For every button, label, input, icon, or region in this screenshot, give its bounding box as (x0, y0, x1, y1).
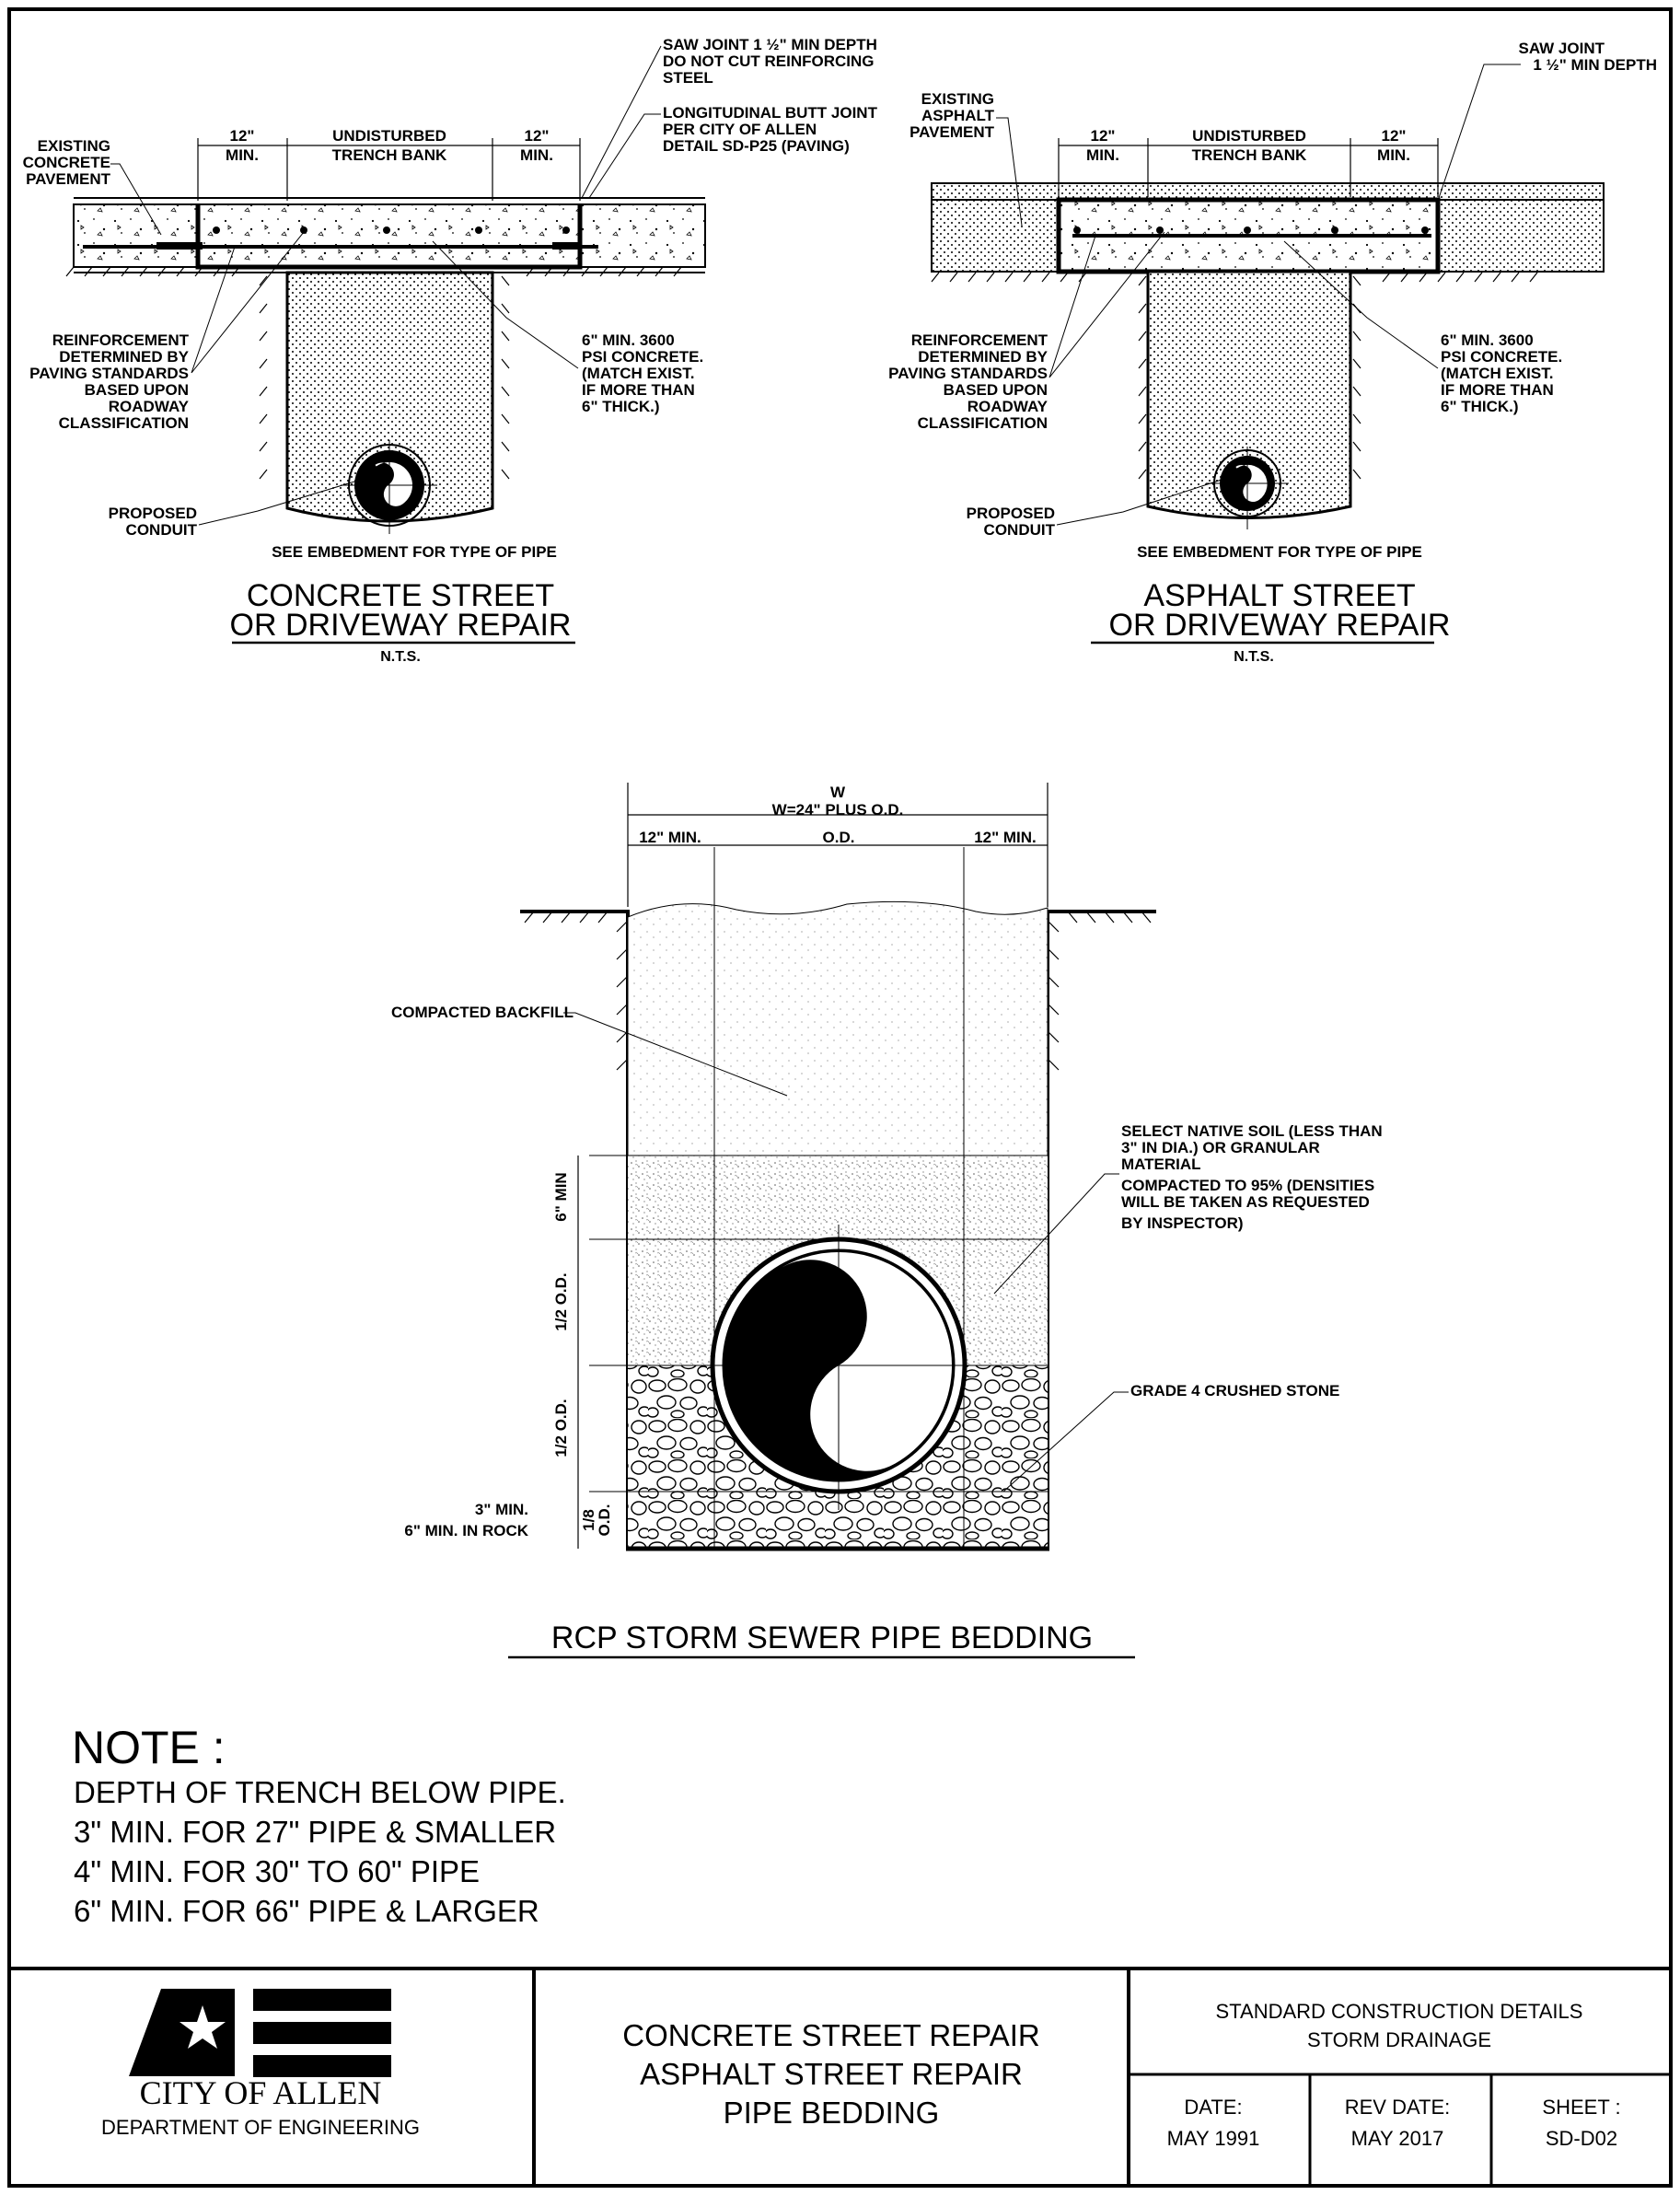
label-embedment: SEE EMBEDMENT FOR TYPE OF PIPE (1137, 543, 1422, 561)
standard-details-line: STANDARD CONSTRUCTION DETAILS (1215, 2000, 1583, 2023)
concrete-repair-detail (23, 36, 878, 665)
dim-right-12: 12" MIN. (520, 127, 553, 164)
drawing-title-line: PIPE BEDDING (723, 2096, 940, 2130)
title-block (9, 1969, 1671, 2186)
notes-heading: NOTE : (72, 1722, 226, 1773)
label-saw-joint: SAW JOINT 1 ½" MIN DEPTH (1518, 40, 1657, 74)
asphalt-title-line1: ASPHALT STREET (1143, 578, 1416, 613)
vdim-eighth-od: 1/8O.D. (580, 1504, 613, 1537)
label-compacted-backfill: COMPACTED BACKFILL (391, 1004, 574, 1021)
label-select-soil: SELECT NATIVE SOIL (LESS THAN 3" IN DIA.) OR GRANULAR MATERIAL COMPACTED TO 95% (DENSITIES WILL BE TAKEN AS REQUESTED BY INSPECTOR) (1121, 1122, 1383, 1232)
dim-w: W (829, 784, 846, 801)
pipe-bedding-detail (391, 783, 1383, 1657)
dim-right-min: 12" MIN. (974, 829, 1037, 846)
vdim-6-min: 6" MIN (552, 1172, 570, 1222)
dim-undisturbed: UNDISTURBED TRENCH BANK (1191, 127, 1307, 164)
dim-left-12: 12" MIN. (1086, 127, 1119, 164)
note-line: 6" MIN. FOR 66" PIPE & LARGER (74, 1894, 539, 1928)
label-conduit: PROPOSED CONDUIT (108, 505, 197, 539)
asphalt-title-line2: OR DRIVEWAY REPAIR (1108, 608, 1451, 643)
city-of-allen-logo (129, 1989, 391, 2077)
rev-date-value: MAY 2017 (1350, 2127, 1444, 2150)
concrete-title-line2: OR DRIVEWAY REPAIR (229, 608, 572, 643)
dim-right-12: 12" MIN. (1377, 127, 1410, 164)
date-label: DATE: (1184, 2096, 1243, 2119)
dim-undisturbed: UNDISTURBED TRENCH BANK (331, 127, 447, 164)
dim-od: O.D. (822, 829, 855, 846)
drawing-title-line: ASPHALT STREET REPAIR (640, 2057, 1023, 2091)
notes-section (72, 1722, 566, 1928)
city-name: CITY OF ALLEN (139, 2074, 382, 2111)
sheet-value: SD-D02 (1545, 2127, 1618, 2150)
concrete-scale: N.T.S. (380, 649, 421, 665)
label-existing-asphalt: EXISTING ASPHALT PAVEMENT (910, 90, 994, 141)
label-concrete-spec: 6" MIN. 3600 PSI CONCRETE. (MATCH EXIST. IF MORE THAN 6" THICK.) (1441, 331, 1563, 415)
department-name: DEPARTMENT OF ENGINEERING (101, 2116, 420, 2139)
vdim-half-od-bottom: 1/2 O.D. (552, 1399, 570, 1458)
bedding-title: RCP STORM SEWER PIPE BEDDING (550, 1620, 1094, 1655)
dim-w-formula: W=24" PLUS O.D. (771, 801, 904, 819)
concrete-pavement (74, 204, 705, 267)
label-min-depth: 3" MIN. 6" MIN. IN ROCK (404, 1501, 528, 1539)
date-value: MAY 1991 (1166, 2127, 1260, 2150)
label-crushed-stone: GRADE 4 CRUSHED STONE (1130, 1382, 1340, 1399)
standard-details-line: STORM DRAINAGE (1306, 2028, 1492, 2051)
note-line: 3" MIN. FOR 27" PIPE & SMALLER (74, 1815, 557, 1849)
note-line: DEPTH OF TRENCH BELOW PIPE. (74, 1775, 566, 1809)
label-saw-joint: SAW JOINT 1 ½" MIN DEPTH DO NOT CUT REINFORCING STEEL (663, 36, 877, 87)
label-existing-concrete: EXISTING CONCRETE PAVEMENT (22, 137, 110, 188)
vdim-half-od-top: 1/2 O.D. (552, 1272, 570, 1331)
rev-date-label: REV DATE: (1344, 2096, 1451, 2119)
note-line: 4" MIN. FOR 30" TO 60" PIPE (74, 1854, 481, 1888)
dim-left-12: 12" MIN. (226, 127, 259, 164)
asphalt-repair-detail (888, 40, 1657, 665)
label-embedment: SEE EMBEDMENT FOR TYPE OF PIPE (272, 543, 557, 561)
label-reinforcement: REINFORCEMENT DETERMINED BY PAVING STANDARDS BASED UPON ROADWAY CLASSIFICATION (29, 331, 189, 432)
dim-left-min: 12" MIN. (639, 829, 701, 846)
asphalt-surface (932, 183, 1604, 200)
label-reinforcement: REINFORCEMENT DETERMINED BY PAVING STANDARDS BASED UPON ROADWAY CLASSIFICATION (888, 331, 1048, 432)
sheet-label: SHEET : (1542, 2096, 1621, 2119)
label-concrete-spec: 6" MIN. 3600 PSI CONCRETE. (MATCH EXIST. IF MORE THAN 6" THICK.) (582, 331, 704, 415)
label-conduit: PROPOSED CONDUIT (966, 505, 1055, 539)
label-butt-joint: LONGITUDINAL BUTT JOINT PER CITY OF ALLEN DETAIL SD-P25 (PAVING) (663, 104, 877, 155)
concrete-title-line1: CONCRETE STREET (246, 578, 555, 613)
asphalt-scale: N.T.S. (1234, 649, 1274, 665)
drawing-title-line: CONCRETE STREET REPAIR (622, 2018, 1040, 2052)
compacted-backfill-zone (628, 901, 1048, 1156)
